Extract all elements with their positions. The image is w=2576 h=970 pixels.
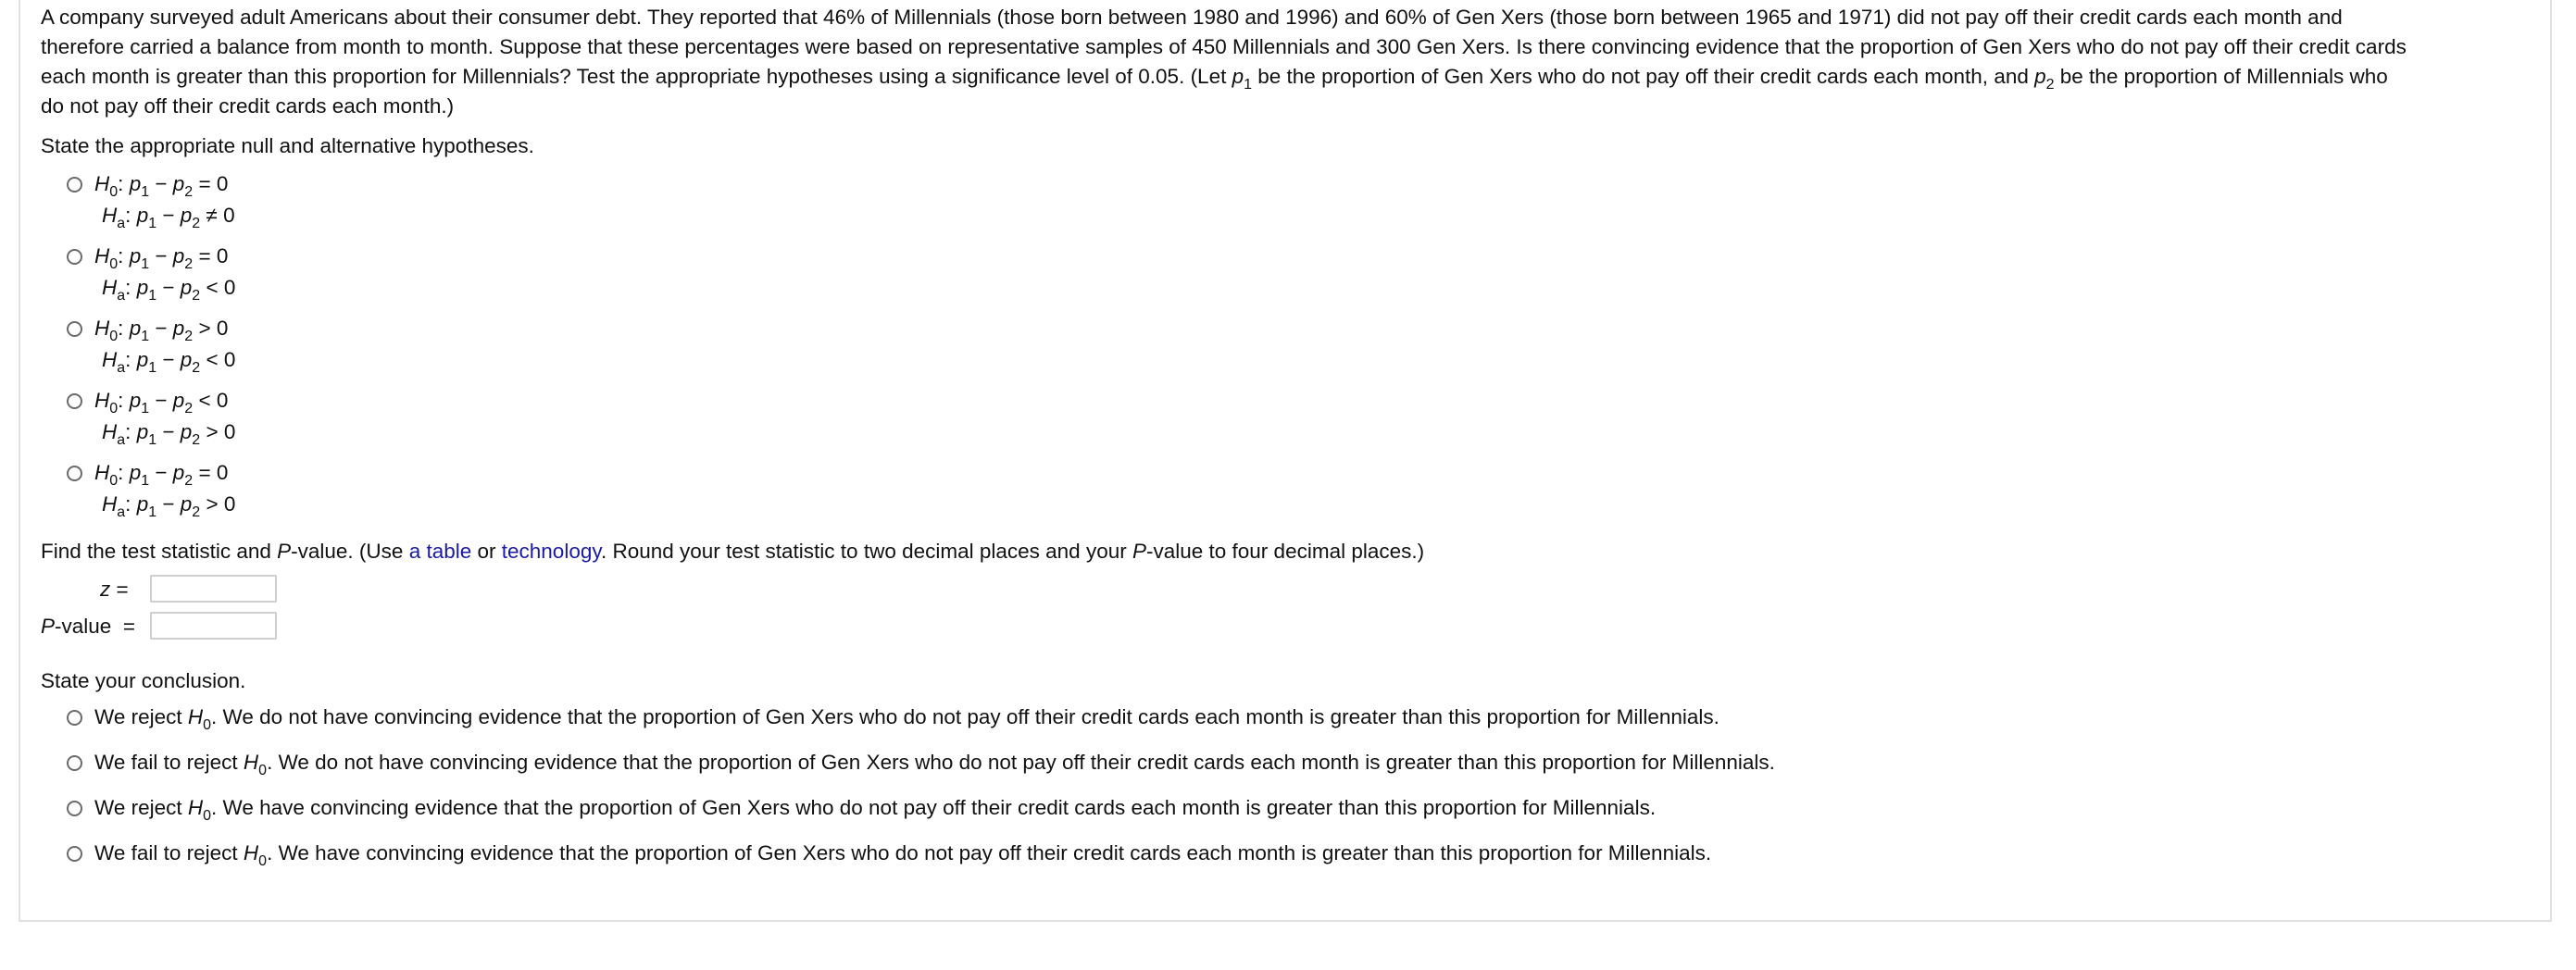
- find-prompt-text: . Round your test statistic to two decimal places and your: [600, 540, 1132, 563]
- null-hypothesis: $H_0$: $p_1 - p_2 = 0$: [94, 172, 229, 200]
- conclusion-prompt: State your conclusion.: [41, 669, 246, 692]
- conclusion-option-3[interactable]: We reject $H_0$. We have convincing evidence that the proportion of Gen Xers who do not pay off their credit cards each month is greater than this proportion for Millennials.: [94, 796, 1657, 824]
- null-hypothesis: $H_0$: $p_1 - p_2 < 0$: [94, 389, 229, 417]
- find-prompt-p: P: [277, 540, 292, 563]
- find-prompt-p: P: [1132, 540, 1146, 563]
- conclusion-option-1[interactable]: We reject $H_0$. We do not have convincing evidence that the proportion of Gen Xers who do not pay off their credit cards each month is greater than this proportion for Millennials.: [94, 705, 1719, 733]
- find-prompt-text: Find the test statistic and: [41, 540, 278, 563]
- equals-sign: =: [122, 615, 135, 638]
- problem-line-3: [41, 62, 2541, 92]
- hypothesis-option-2-radio[interactable]: [67, 249, 82, 265]
- z-input[interactable]: [150, 575, 277, 603]
- problem-line-3c: be the proportion of Millennials who: [2054, 65, 2388, 88]
- problem-line-1: A company surveyed adult Americans about their consumer debt. They reported that 46% of Millennials (those born between 1980 and 1996) and 60% of Gen Xers (those born between 1965 and 1971) did not pay off their credit cards each month and: [41, 6, 2343, 29]
- find-prompt-text: -value to four decimal places.): [1145, 540, 1425, 563]
- null-hypothesis: $H_0$: $p_1 - p_2 = 0$: [94, 461, 229, 489]
- conclusion-option-4-radio[interactable]: [67, 846, 82, 862]
- alternative-hypothesis: $H_a$: $p_1 - p_2 \ne 0$: [102, 204, 235, 231]
- conclusion-option-2-radio[interactable]: [67, 755, 82, 771]
- hypothesis-option-5[interactable]: [94, 457, 235, 520]
- conclusion-option-1-radio[interactable]: [67, 710, 82, 726]
- p2-subscript: 2: [2045, 77, 2055, 93]
- p-value-text: -value: [55, 615, 112, 638]
- alternative-hypothesis: $H_a$: $p_1 - p_2 > 0$: [102, 420, 236, 448]
- p-symbol: P: [41, 615, 56, 638]
- p2-symbol: p: [2034, 65, 2046, 88]
- p1-subscript: 1: [1244, 77, 1253, 93]
- hypotheses-prompt: State the appropriate null and alternative hypotheses.: [41, 134, 534, 157]
- z-label: [100, 578, 129, 602]
- alternative-hypothesis: $H_a$: $p_1 - p_2 < 0$: [102, 348, 236, 376]
- technology-link[interactable]: technology: [501, 540, 601, 563]
- null-hypothesis: $H_0$: $p_1 - p_2 > 0$: [94, 317, 229, 344]
- p-value-label: [41, 615, 135, 639]
- hypothesis-option-4[interactable]: [94, 385, 235, 448]
- problem-statement: [41, 3, 2541, 121]
- hypothesis-option-2[interactable]: [94, 241, 235, 304]
- hypothesis-option-5-radio[interactable]: [67, 466, 82, 481]
- hypothesis-option-3-radio[interactable]: [67, 321, 82, 337]
- hypothesis-option-3[interactable]: [94, 313, 235, 376]
- conclusion-option-4[interactable]: We fail to reject $H_0$. We have convincing evidence that the proportion of Gen Xers who do not pay off their credit cards each month is greater than this proportion for Millennials.: [94, 841, 1712, 869]
- find-prompt: [41, 540, 1424, 564]
- hypothesis-option-4-radio[interactable]: [67, 393, 82, 409]
- problem-line-2: therefore carried a balance from month to month. Suppose that these percentages were based on representative samples of 450 Millennials and 300 Gen Xers. Is there convincing evidence that the proportion of Gen Xers who do not pay off their credit cards: [41, 35, 2407, 58]
- problem-line-3a: each month is greater than this proportion for Millennials? Test the appropriate hypotheses using a significance level of 0.05. (Let: [41, 65, 1232, 88]
- z-symbol: z: [100, 578, 111, 601]
- conclusion-option-3-radio[interactable]: [67, 801, 82, 816]
- problem-line-4: do not pay off their credit cards each month.): [41, 94, 455, 118]
- find-prompt-text: or: [471, 540, 502, 563]
- hypothesis-option-1[interactable]: [94, 168, 235, 231]
- problem-line-3b: be the proportion of Gen Xers who do not pay off their credit cards each month, and: [1252, 65, 2035, 88]
- alternative-hypothesis: $H_a$: $p_1 - p_2 < 0$: [102, 276, 236, 304]
- conclusion-option-2[interactable]: We fail to reject $H_0$. We do not have convincing evidence that the proportion of Gen Xers who do not pay off their credit cards each month is greater than this proportion for Millennials.: [94, 751, 1775, 778]
- p1-symbol: p: [1232, 65, 1244, 88]
- p-value-input[interactable]: [150, 612, 277, 640]
- table-link[interactable]: a table: [408, 540, 472, 563]
- null-hypothesis: $H_0$: $p_1 - p_2 = 0$: [94, 244, 229, 272]
- hypothesis-option-1-radio[interactable]: [67, 177, 82, 193]
- alternative-hypothesis: $H_a$: $p_1 - p_2 > 0$: [102, 492, 236, 520]
- equals-sign: =: [116, 578, 129, 601]
- find-prompt-text: -value. (Use: [291, 540, 409, 563]
